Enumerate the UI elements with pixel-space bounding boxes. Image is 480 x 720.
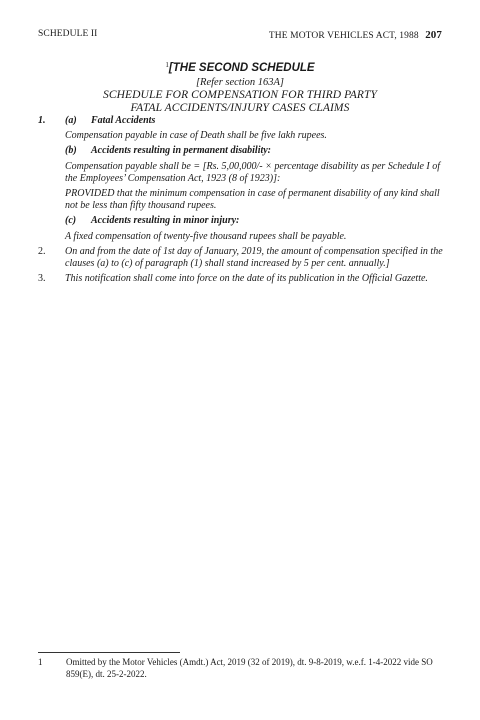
footnote xyxy=(38,657,442,680)
item-number: 1. xyxy=(38,115,46,126)
item-2 xyxy=(38,246,444,270)
schedule-body xyxy=(38,115,444,288)
item-number: 3. xyxy=(38,273,46,285)
schedule-heading-line2: FATAL ACCIDENTS/INJURY CASES CLAIMS xyxy=(130,101,350,114)
clause-title: Accidents resulting in minor injury: xyxy=(91,215,240,227)
clause-label: (b) xyxy=(65,145,77,157)
running-head-right xyxy=(269,29,442,41)
refer-section: [Refer section 163A] xyxy=(195,77,285,88)
item-1 xyxy=(38,115,444,243)
running-head-left: SCHEDULE II xyxy=(38,29,98,39)
footnote-divider xyxy=(38,652,180,653)
item-3-text: This notification shall come into force on the date of its publication in the Official Gazette. xyxy=(65,273,428,285)
clause-label: (a) xyxy=(65,115,77,126)
clause-title: Accidents resulting in permanent disability: xyxy=(91,145,272,157)
item-3 xyxy=(38,273,444,285)
clause-a-title xyxy=(65,115,444,127)
schedule-title-text: [THE SECOND SCHEDULE xyxy=(168,62,315,74)
schedule-heading-line1: SCHEDULE FOR COMPENSATION FOR THIRD PARTY xyxy=(102,89,378,101)
clause-c-title xyxy=(65,215,444,227)
title-block xyxy=(38,59,442,114)
clause-b-proviso: PROVIDED that the minimum compensation in case of permanent disability of any kind shall not be less than fifty thousand rupees. xyxy=(65,188,440,212)
clause-b-text: Compensation payable shall be = [Rs. 5,00,000/- × percentage disability as per Schedule I of the Employees’ Compensation Act, 1923 (8 of 1923)]: xyxy=(65,160,441,184)
clause-b-title xyxy=(65,145,444,157)
footnote-marker: 1 xyxy=(165,61,169,69)
schedule-title xyxy=(38,59,442,75)
clause-a-text: Compensation payable in case of Death shall be five lakh rupees. xyxy=(65,130,327,142)
item-2-text: On and from the date of 1st day of January, 2019, the amount of compensation specified in the clauses (a) to (c) of paragraph (1) shall stand increased by 5 per cent. annually.] xyxy=(65,245,443,270)
footnote-number: 1 xyxy=(38,657,43,667)
clause-label: (c) xyxy=(65,215,77,227)
running-head-title: THE MOTOR VEHICLES ACT, 1988 xyxy=(268,31,419,41)
clause-title: Fatal Accidents xyxy=(91,115,156,126)
footnote-text: Omitted by the Motor Vehicles (Amdt.) Act, 2019 (32 of 2019), dt. 9-8-2019, w.e.f. 1-4-2022 vide SO 859(E), dt. 25-2-2022. xyxy=(66,657,433,679)
item-number: 2. xyxy=(38,245,46,257)
running-head xyxy=(38,29,442,45)
page-number: 207 xyxy=(425,29,442,41)
clause-c-text: A fixed compensation of twenty-five thousand rupees shall be payable. xyxy=(65,230,347,242)
